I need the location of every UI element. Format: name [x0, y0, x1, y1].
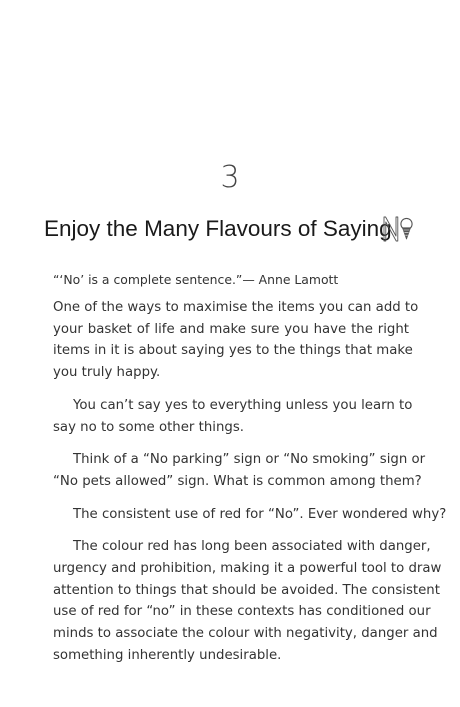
- text-line: The consistent use of red for “No”. Ever wondered why?: [73, 506, 447, 522]
- text-line: You can’t say yes to everything unless you learn to: [73, 397, 413, 413]
- paragraph: [53, 504, 447, 526]
- chapter-title: Enjoy the Many Flavours of Saying: [44, 216, 392, 241]
- text-line: The colour red has long been associated with danger,: [73, 539, 431, 555]
- text-line: your basket of life and make sure you have the right: [53, 321, 409, 337]
- text-line: you truly happy.: [53, 365, 161, 381]
- epigraph: “‘No’ is a complete sentence.”— Anne Lamott: [53, 272, 339, 287]
- text-line: Think of a “No parking” sign or “No smoking” sign or: [73, 452, 426, 468]
- paragraph: [53, 449, 426, 492]
- text-line: minds to associate the colour with negativity, danger and: [53, 626, 438, 642]
- paragraph: [53, 395, 413, 438]
- text-line: something inherently undesirable.: [53, 647, 282, 663]
- text-line: use of red for “no” in these contexts has conditioned our: [53, 604, 431, 620]
- no-logo-icon: [382, 214, 416, 244]
- text-line: urgency and prohibition, making it a powerful tool to draw: [53, 561, 442, 577]
- text-line: attention to things that should be avoided. The consistent: [53, 582, 440, 598]
- text-line: say no to some other things.: [53, 419, 244, 435]
- text-line: “No pets allowed” sign. What is common among them?: [53, 473, 422, 489]
- paragraph: [53, 536, 442, 666]
- paragraph: [53, 297, 419, 384]
- chapter-number: 3: [220, 160, 240, 195]
- body-text: [53, 297, 447, 678]
- text-line: items in it is about saying yes to the things that make: [53, 343, 413, 359]
- text-line: One of the ways to maximise the items you can add to: [53, 300, 419, 315]
